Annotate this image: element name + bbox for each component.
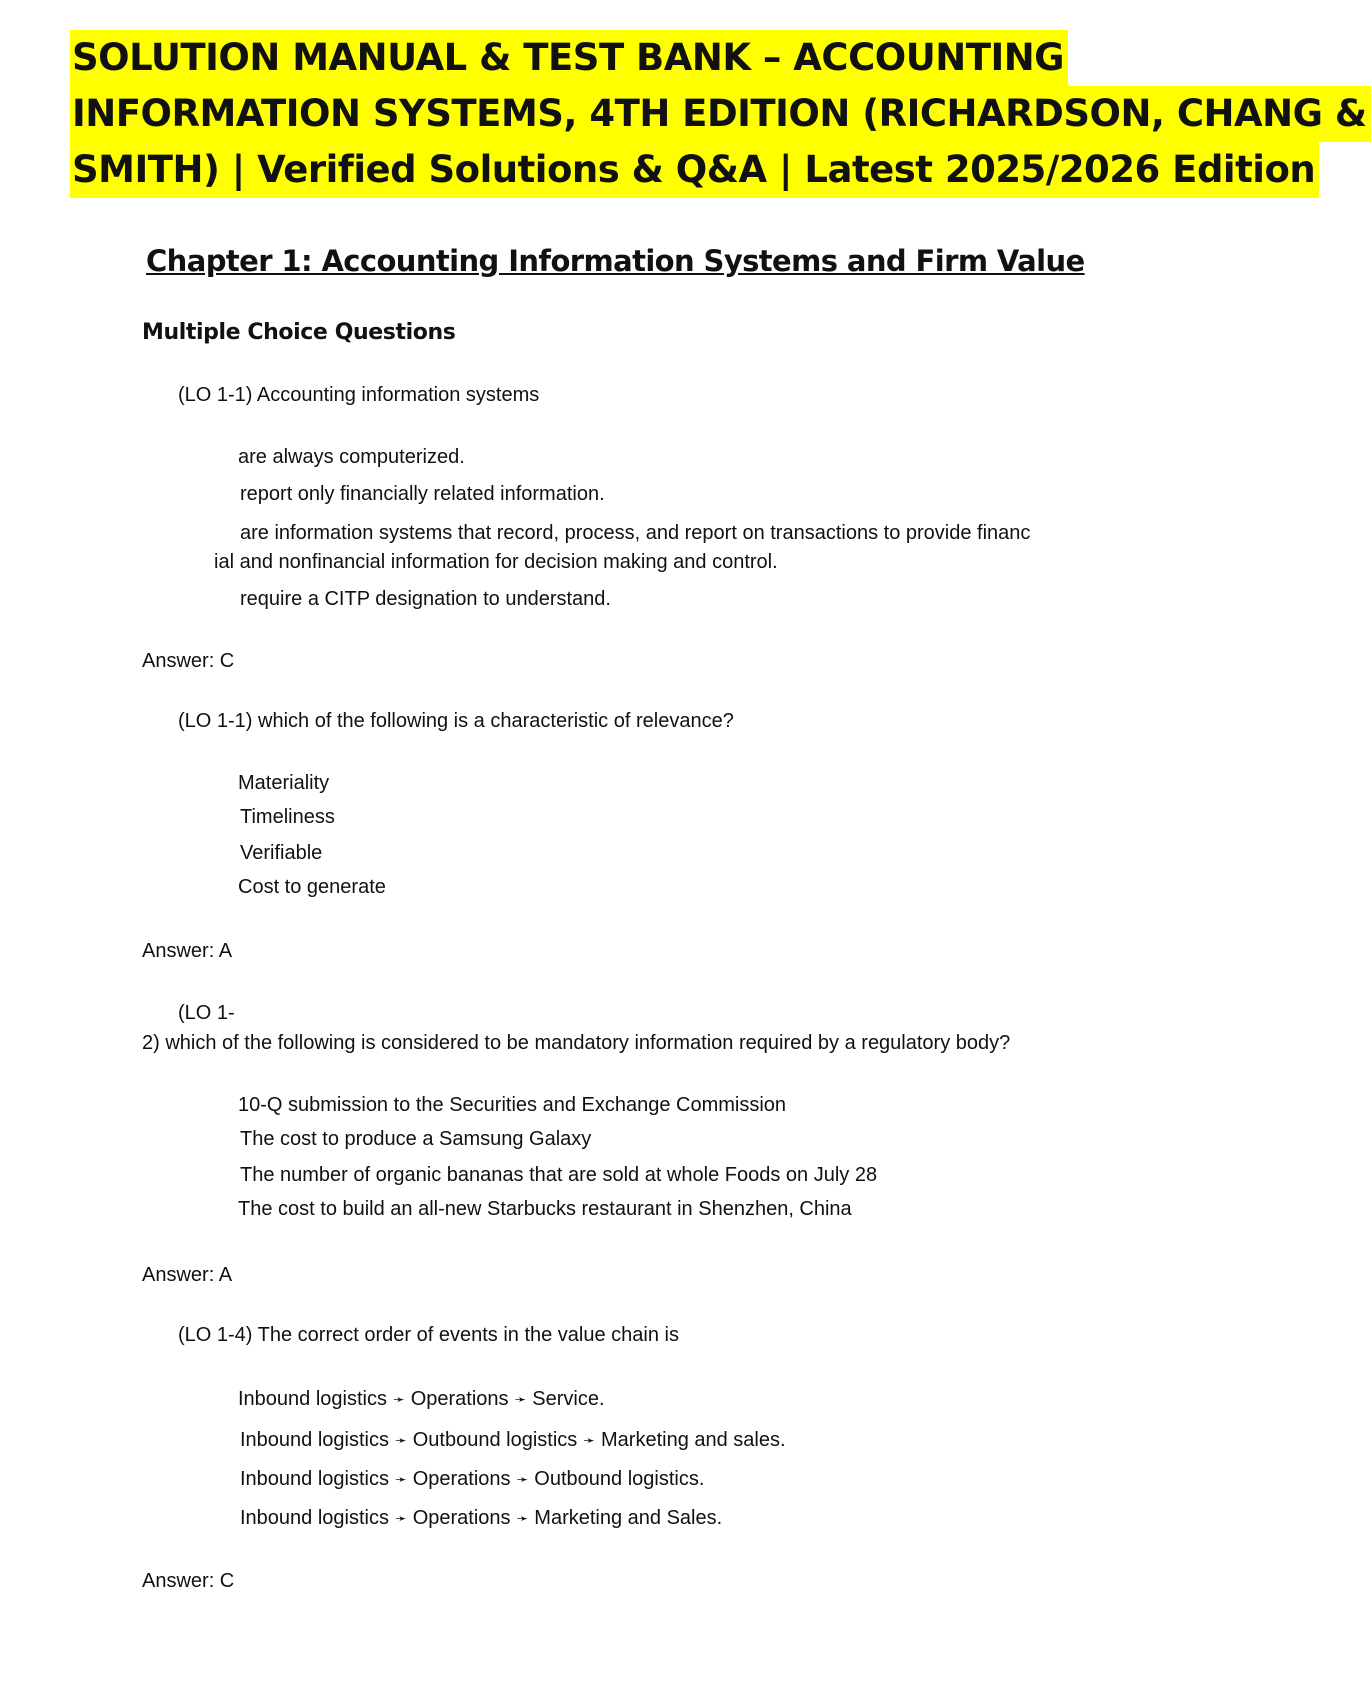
arrow-right-icon: ➛ [394, 1510, 407, 1527]
question-4-option-c [240, 1468, 704, 1491]
document-title [70, 30, 1367, 198]
value-chain-step: Marketing and Sales. [534, 1507, 723, 1529]
value-chain-step: Operations [412, 1507, 511, 1529]
question-2-answer: Answer: A [142, 940, 233, 962]
question-3-option-c: The number of organic bananas that are sold at whole Foods on July 28 [240, 1164, 878, 1186]
arrow-right-icon: ➛ [514, 1391, 527, 1408]
title-line-1: SOLUTION MANUAL & TEST BANK – ACCOUNTING [70, 30, 1068, 86]
value-chain-step: Operations [412, 1468, 511, 1490]
question-1-prompt: (LO 1-1) Accounting information systems [178, 384, 540, 406]
value-chain-step: Inbound logistics [240, 1507, 389, 1529]
question-2-option-c: Verifiable [240, 842, 323, 864]
question-1-option-c: are information systems that record, process, and report on transactions to provide financ [240, 522, 1031, 544]
question-2-option-a: Materiality [238, 772, 330, 794]
question-3-option-d: The cost to build an all-new Starbucks restaurant in Shenzhen, China [238, 1198, 852, 1220]
arrow-right-icon: ➛ [516, 1471, 529, 1488]
question-2-option-d: Cost to generate [238, 876, 386, 898]
question-1-option-c-cont: ial and nonfinancial information for decision making and control. [214, 551, 778, 573]
value-chain-step: Inbound logistics [238, 1388, 387, 1410]
question-3-option-b: The cost to produce a Samsung Galaxy [240, 1128, 592, 1150]
question-1-option-d: require a CITP designation to understand. [240, 588, 611, 610]
question-1-option-b: report only financially related information. [240, 483, 605, 505]
question-2-option-b: Timeliness [240, 806, 335, 828]
question-4-option-a [238, 1388, 605, 1411]
title-line-3: SMITH) | Verified Solutions & Q&A | Latest 2025/2026 Edition [70, 142, 1319, 198]
question-3-answer: Answer: A [142, 1264, 233, 1286]
value-chain-step: Marketing and sales. [601, 1429, 786, 1451]
arrow-right-icon: ➛ [394, 1432, 407, 1449]
question-4-option-d [240, 1507, 722, 1530]
question-2-prompt: (LO 1-1) which of the following is a characteristic of relevance? [178, 710, 734, 732]
value-chain-step: Service. [532, 1388, 605, 1410]
value-chain-step: Outbound logistics. [534, 1468, 705, 1490]
arrow-right-icon: ➛ [392, 1391, 405, 1408]
chapter-title: Chapter 1: Accounting Information Systems and Firm Value [146, 244, 1085, 278]
question-3-option-a: 10-Q submission to the Securities and Exchange Commission [238, 1094, 787, 1116]
value-chain-step: Inbound logistics [240, 1429, 389, 1451]
question-1-answer: Answer: C [142, 650, 235, 672]
question-4-prompt: (LO 1-4) The correct order of events in the value chain is [178, 1324, 679, 1346]
value-chain-step: Outbound logistics [412, 1429, 578, 1451]
question-1-option-a: are always computerized. [238, 446, 465, 468]
arrow-right-icon: ➛ [516, 1510, 529, 1527]
question-3-prompt-line-1: (LO 1- [178, 1002, 235, 1024]
question-4-option-b [240, 1429, 786, 1452]
question-4-answer: Answer: C [142, 1570, 235, 1592]
section-title: Multiple Choice Questions [142, 320, 456, 345]
title-line-2: INFORMATION SYSTEMS, 4TH EDITION (RICHARDSON, CHANG & [70, 86, 1371, 142]
arrow-right-icon: ➛ [394, 1471, 407, 1488]
value-chain-step: Operations [410, 1388, 509, 1410]
arrow-right-icon: ➛ [583, 1432, 595, 1449]
value-chain-step: Inbound logistics [240, 1468, 389, 1490]
question-3-prompt-line-2: 2) which of the following is considered to be mandatory information required by a regulatory body? [142, 1032, 1011, 1054]
